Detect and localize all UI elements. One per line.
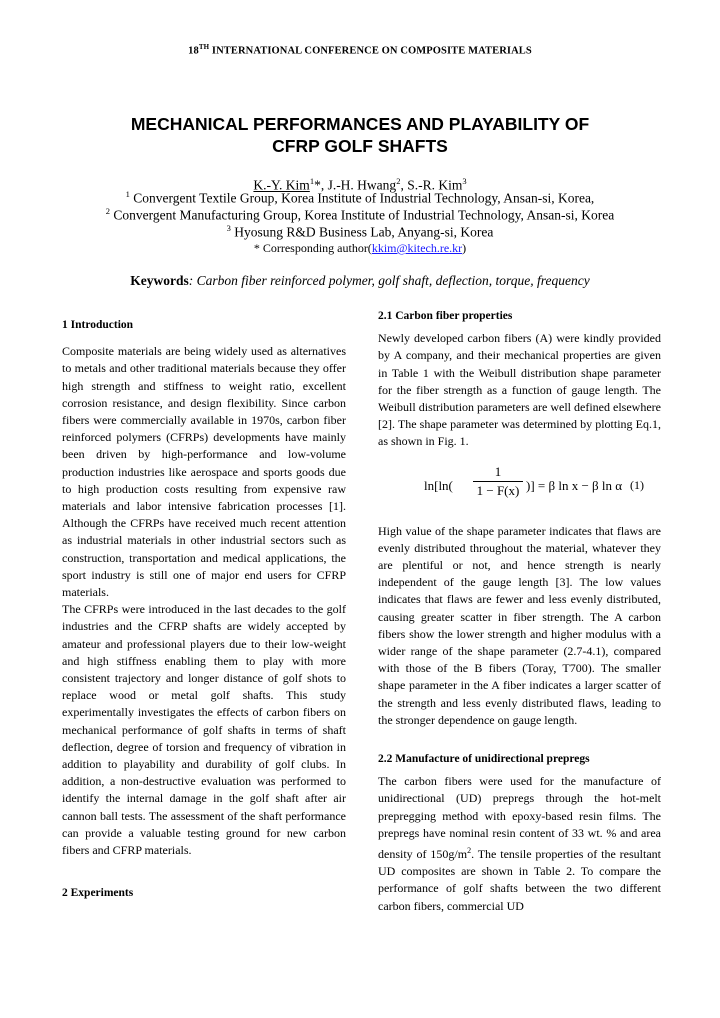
section-heading-introduction: 1 Introduction xyxy=(62,319,134,331)
left-column xyxy=(62,317,346,903)
equation-fraction: $\frac{1}{1 - F(x)}$ xyxy=(473,463,523,499)
author-3: S.-R. Kim xyxy=(407,177,463,193)
affiliation-1: $^1$ Convergent Textile Group, Korea Institute of Industrial Technology, Ansan-si, Korea, xyxy=(125,189,595,206)
affiliation-2: $^2$ Convergent Manufacturing Group, Korea Institute of Industrial Technology, Ansan-si, Korea xyxy=(105,206,615,223)
carbon-fiber-paragraph-1: Newly developed carbon fibers (A) were kindly provided by A company, and their mechanical properties are given in Table 1 with the Weibull distribution shape parameter for the fiber strength as a function of gauge length. The Weibull distribution parameters are well defined elsewhere [2]. The shape parameter was determined by plotting Eq.1, as shown in Fig. 1. xyxy=(378,331,661,449)
section-heading-experiments: 2 Experiments xyxy=(62,887,134,900)
title-line-2: CFRP GOLF SHAFTS xyxy=(272,136,448,156)
keywords-value: : Carbon fiber reinforced polymer, golf shaft, deflection, torque, frequency xyxy=(188,273,590,288)
section-heading-carbon-fiber: 2.1 Carbon fiber properties xyxy=(378,310,513,322)
author-list: K.-Y. Kim$^1$*, J.-H. Hwang$^2$, S.-R. Kim$^3$ xyxy=(253,176,467,193)
author-2: J.-H. Hwang xyxy=(327,177,397,193)
author-email-link[interactable]: kkim@kitech.re.kr xyxy=(371,241,463,255)
equation-number: (1) xyxy=(630,477,644,492)
intro-paragraph-1: Composite materials are being widely used as alternatives to metals and other traditional materials because they offer high strength and stiffness to weight ratio, excellent corrosion resistance, and design flexibility. Since carbon fibers were commercially available in 1970s, carbon fiber reinforced polymers (CFRPs) developments have mainly been driven by high-performance and low-volume production industries like aerospace and sports goods due to high production costs resulting from expensive raw materials and labor intensive fabrication processes [1]. Although the CFRPs have received much recent attention as industrial materials in other industrial sectors such as construction, transportation and medical applications, the sport industry is still one of major end users for CFRP materials. xyxy=(62,344,346,600)
equation-rhs: )] = β ln x − β ln α xyxy=(526,477,623,493)
keywords xyxy=(0,273,720,289)
paper-title xyxy=(60,113,660,157)
section-heading-prepregs: 2.2 Manufacture of unidirectional prepregs xyxy=(378,753,590,766)
title-line-1: MECHANICAL PERFORMANCES AND PLAYABILITY OF xyxy=(130,114,590,134)
keywords-label: Keywords xyxy=(130,273,189,288)
equation-1 xyxy=(378,463,661,509)
right-column xyxy=(378,308,661,915)
carbon-fiber-paragraph-2: High value of the shape parameter indicates that flaws are evenly distributed throughout the material, whatever they are plentiful or not, and hence strength is nearly independent of the gauge length [3]. The low values indicates that flaws are fewer and less evenly distributed, causing greater scatter in fiber strength. The A carbon fibers show the lower strength and higher modulus with a wider range of the shape parameter (2.7-4.1), compared with those of the B fibers (Toray, T700). The smaller shape parameter in the A fiber indicates a larger scatter of the strength and less evenly distributed flaws, leading to the stronger dependence on gauge length. xyxy=(378,523,661,727)
conference-header: 18TH INTERNATIONAL CONFERENCE ON COMPOSITE MATERIALS xyxy=(188,43,532,57)
intro-paragraph-2: The CFRPs were introduced in the last decades to the golf industries and the CFRP shafts are widely accepted by amateur and professional players due to their low-weight and high stiffness enabling them to play with more consistent trajectory and longer distance of golf shots to replace wood or metal golf shafts. This study experimentally investigates the effects of carbon fibers on mechanical performance of golf shafts in terms of shaft deflection, degree of torsion and frequency of vibration in addition to playability and durability of golf clubs. In addition, a non-destructive evaluation was performed to identify the internal damage in the golf shaft after air cannon ball tests. The assessment of the shaft performance can provide a valuable testing ground for new carbon fibers and CFRP materials. xyxy=(62,602,346,858)
prepregs-paragraph-1: The carbon fibers were used for the manufacture of unidirectional (UD) prepregs through the hot-melt prepregging method with epoxy-based resin films. The prepregs have nominal resin content of 33 wt. % and area density of $150g/m^2$. The tensile properties of the resultant UD composites are shown in Table 2. To compare the performance of golf shafts between the two different carbon fibers, commercial UD xyxy=(378,774,661,913)
affiliation-3: $^3$ Hyosung R&D Business Lab, Anyang-si, Korea xyxy=(226,223,494,240)
equation-lhs: ln[ln( xyxy=(424,477,453,493)
corresponding-author: * Corresponding author(kkim@kitech.re.kr) xyxy=(253,241,467,255)
author-1: K.-Y. Kim xyxy=(253,177,310,193)
